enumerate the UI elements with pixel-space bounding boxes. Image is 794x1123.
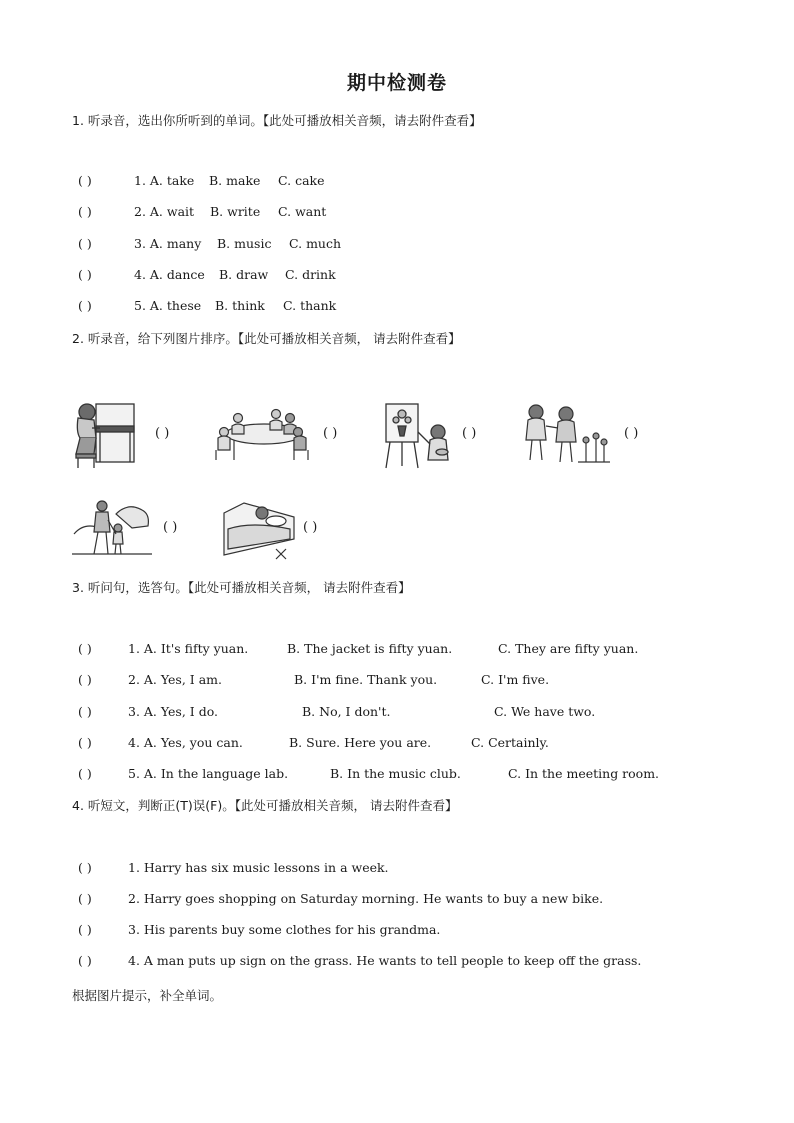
option-a: 3. A. Yes, I do. [128, 704, 218, 719]
option-b: B. music [217, 236, 272, 251]
answer-blank[interactable]: ( ) [323, 426, 338, 441]
statement-text: 3. His parents buy some clothes for his grandma. [128, 922, 441, 937]
section-4-heading: 4. 听短文，判断正(T)误(F)。【此处可播放相关音频， 请去附件查看】 [72, 798, 458, 813]
answer-blank[interactable]: ( ) [303, 520, 318, 535]
statement-text: 2. Harry goes shopping on Saturday morning. He wants to buy a new bike. [128, 891, 604, 906]
child-sleeping-icon [222, 499, 296, 561]
girls-flowers-icon [520, 402, 612, 466]
option-b: B. In the music club. [330, 766, 461, 781]
option-a: 2. A. wait [134, 204, 195, 219]
option-c: C. thank [283, 298, 337, 313]
answer-blank[interactable]: ( ) [78, 641, 92, 656]
option-c: C. Certainly. [471, 735, 549, 750]
answer-blank[interactable]: ( ) [78, 204, 92, 219]
option-b: B. think [215, 298, 265, 313]
girl-piano-icon [72, 398, 138, 470]
answer-blank[interactable]: ( ) [78, 922, 92, 937]
section-5-heading: 根据图片提示，补全单词。 [72, 988, 223, 1003]
answer-blank[interactable]: ( ) [78, 860, 92, 875]
answer-blank[interactable]: ( ) [78, 953, 92, 968]
answer-blank[interactable]: ( ) [78, 766, 92, 781]
section-2-heading: 2. 听录音，给下列图片排序。【此处可播放相关音频， 请去附件查看】 [72, 331, 461, 346]
option-c: C. They are fifty yuan. [498, 641, 639, 656]
option-a: 3. A. many [134, 236, 202, 251]
answer-blank[interactable]: ( ) [155, 426, 170, 441]
option-b: B. Sure. Here you are. [289, 735, 432, 750]
option-a: 1. A. It's fifty yuan. [128, 641, 249, 656]
option-c: C. I'm five. [481, 672, 550, 687]
answer-blank[interactable]: ( ) [78, 298, 92, 313]
option-a: 4. A. Yes, you can. [128, 735, 243, 750]
answer-blank[interactable]: ( ) [78, 735, 92, 750]
father-child-walk-icon [72, 498, 152, 558]
option-a: 1. A. take [134, 173, 195, 188]
girl-painting-icon [382, 400, 452, 470]
option-c: C. In the meeting room. [508, 766, 660, 781]
answer-blank[interactable]: ( ) [624, 426, 639, 441]
option-b: B. The jacket is fifty yuan. [287, 641, 453, 656]
section-3-heading: 3. 听问句，选答句。【此处可播放相关音频， 请去附件查看】 [72, 580, 411, 595]
option-a: 4. A. dance [134, 267, 205, 282]
option-c: C. We have two. [494, 704, 596, 719]
answer-blank[interactable]: ( ) [78, 704, 92, 719]
option-c: C. drink [285, 267, 336, 282]
option-b: B. draw [219, 267, 269, 282]
answer-blank[interactable]: ( ) [78, 672, 92, 687]
option-b: B. write [210, 204, 261, 219]
section-1-heading: 1. 听录音，选出你所听到的单词。【此处可播放相关音频，请去附件查看】 [72, 113, 482, 128]
option-c: C. want [278, 204, 327, 219]
option-b: B. No, I don't. [302, 704, 391, 719]
statement-text: 4. A man puts up sign on the grass. He wants to tell people to keep off the grass. [128, 953, 642, 968]
page-title: 期中检测卷 [346, 72, 447, 94]
meeting-table-icon [214, 404, 312, 464]
option-a: 5. A. these [134, 298, 202, 313]
option-b: B. make [209, 173, 261, 188]
option-a: 2. A. Yes, I am. [128, 672, 222, 687]
option-b: B. I'm fine. Thank you. [294, 672, 438, 687]
answer-blank[interactable]: ( ) [462, 426, 477, 441]
answer-blank[interactable]: ( ) [163, 520, 178, 535]
option-c: C. much [289, 236, 342, 251]
answer-blank[interactable]: ( ) [78, 236, 92, 251]
option-c: C. cake [278, 173, 325, 188]
statement-text: 1. Harry has six music lessons in a week. [128, 860, 389, 875]
answer-blank[interactable]: ( ) [78, 267, 92, 282]
option-a: 5. A. In the language lab. [128, 766, 289, 781]
answer-blank[interactable]: ( ) [78, 173, 92, 188]
answer-blank[interactable]: ( ) [78, 891, 92, 906]
